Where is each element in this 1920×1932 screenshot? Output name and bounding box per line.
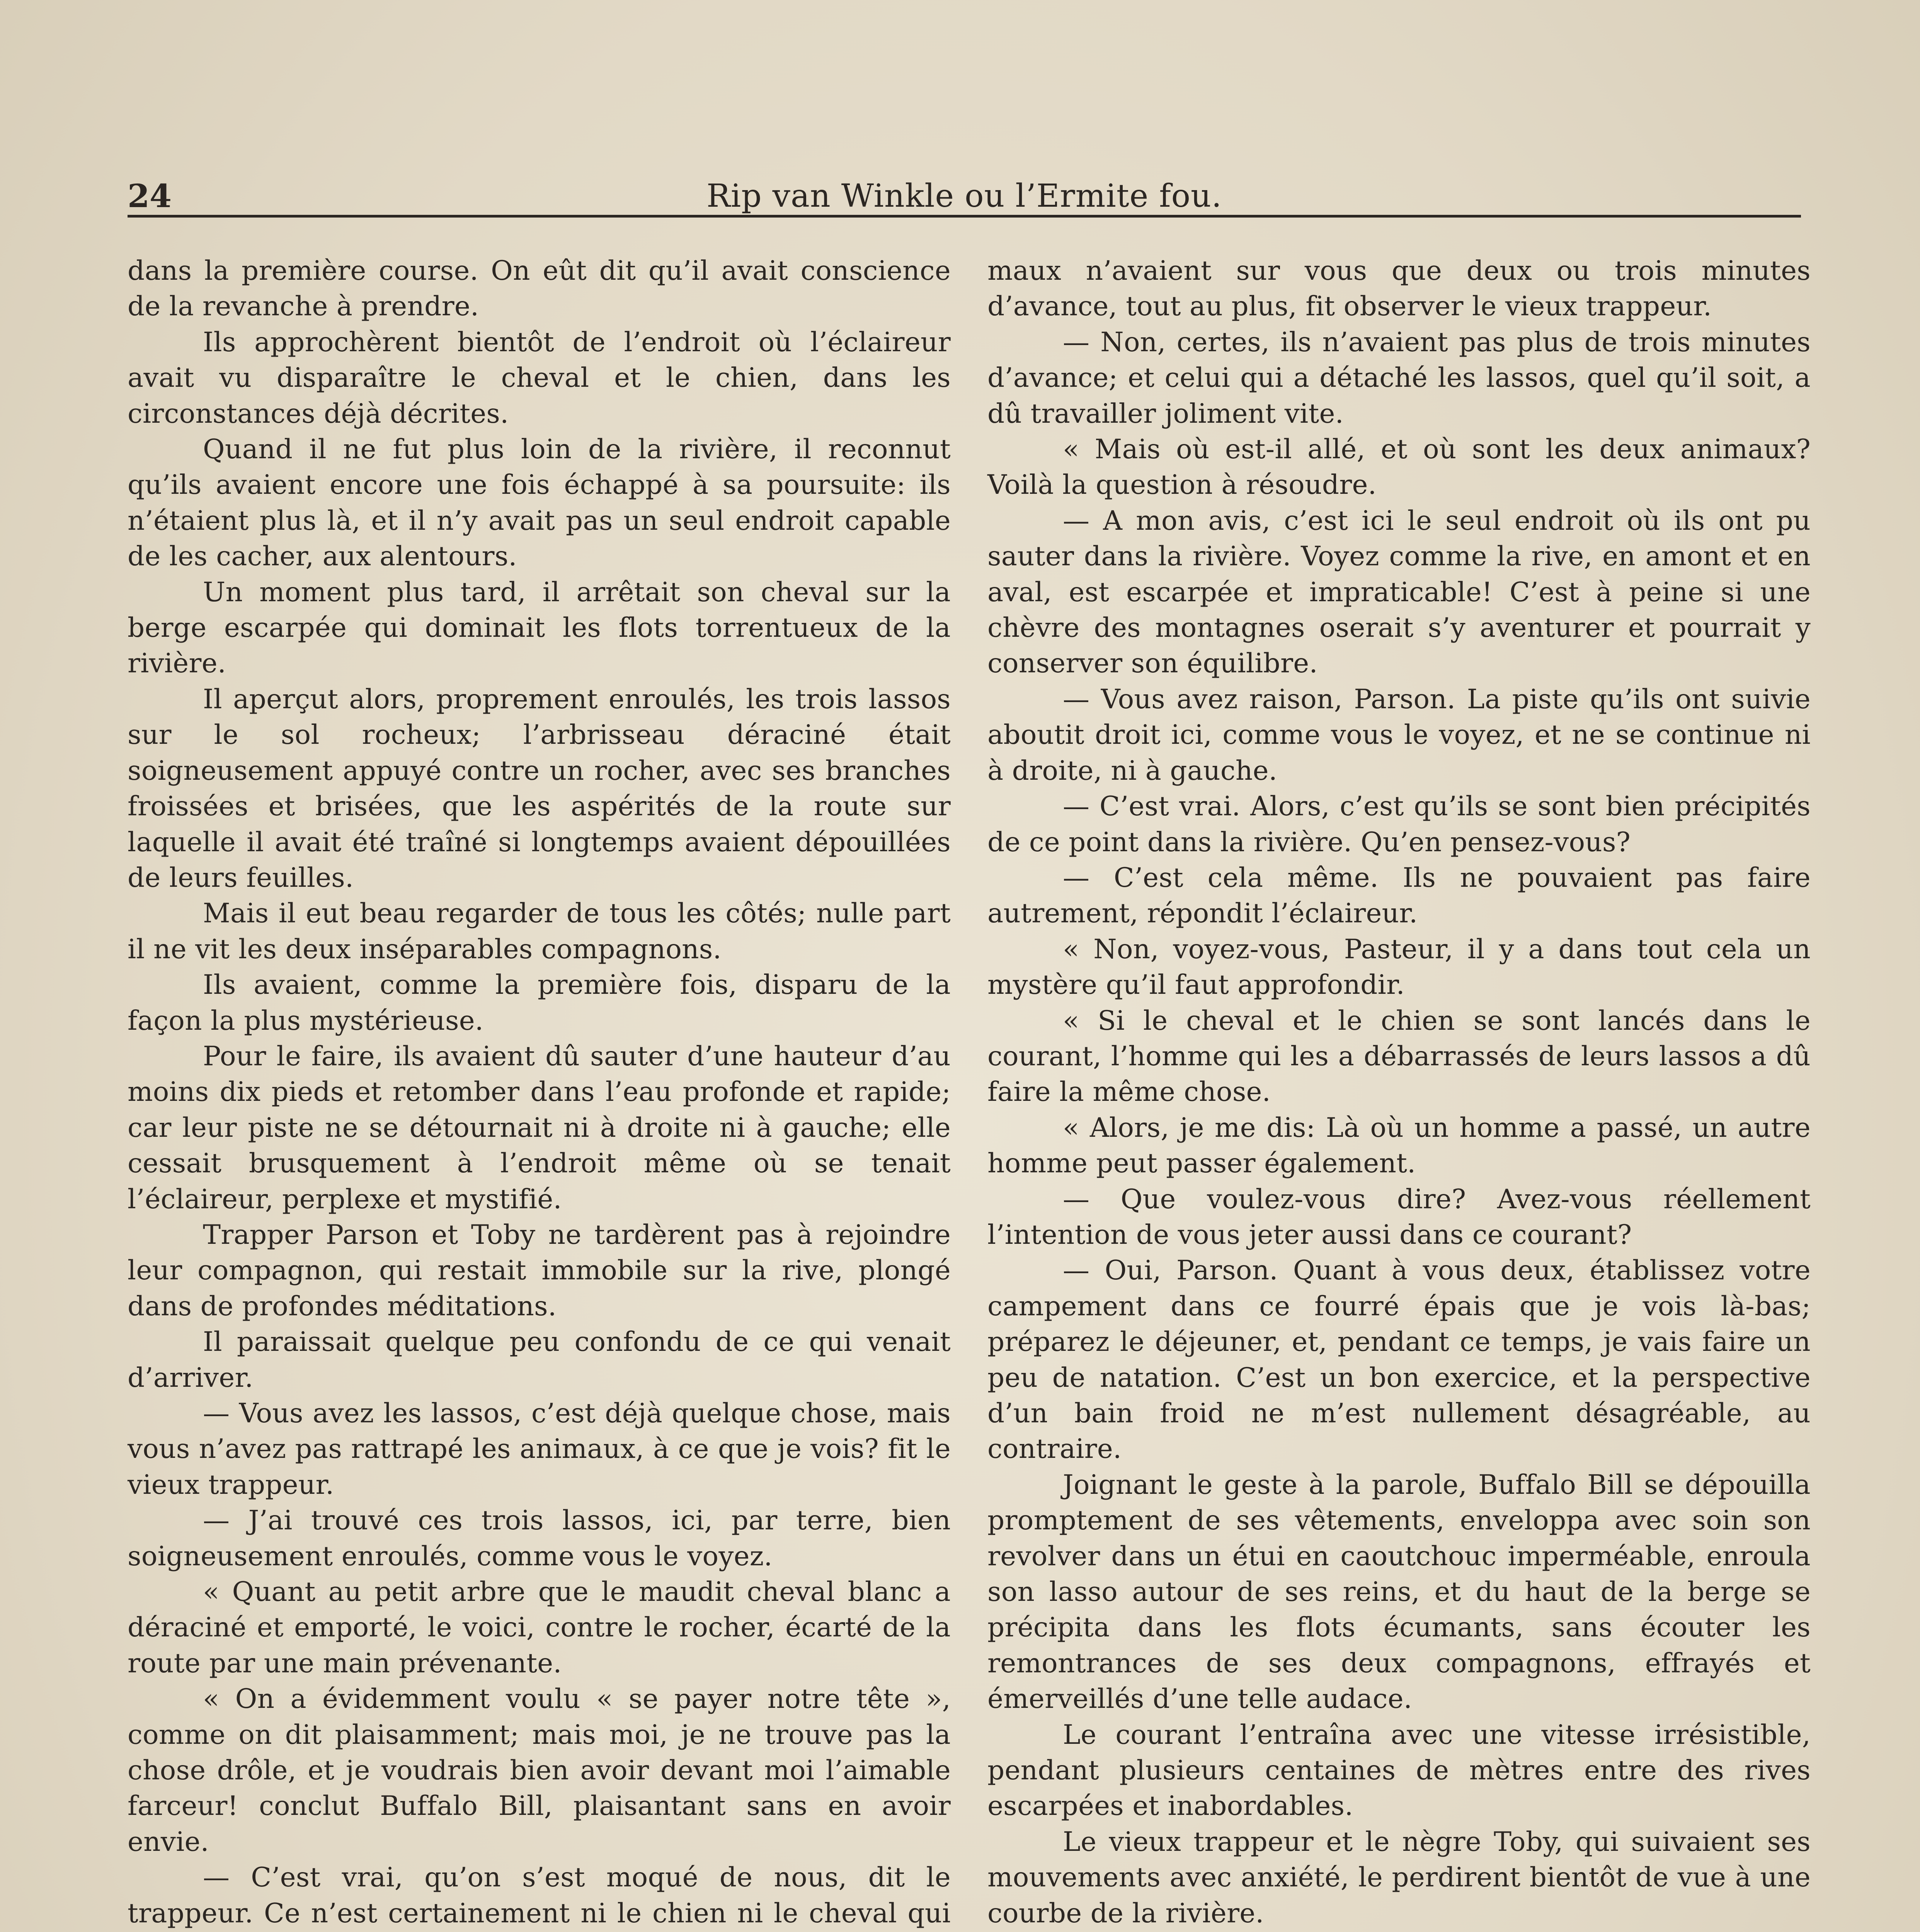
paragraph: Il paraissait quelque peu confondu de ce qui venait d’arriver. — [128, 1327, 951, 1393]
paragraph: — C’est vrai, qu’on s’est moqué de nous, dit le trappeur. Ce n’est certainement ni le chien ni le cheval qui — [128, 1862, 951, 1929]
right-column — [987, 253, 1811, 1932]
paragraph: « Alors, je me dis: Là où un homme a passé, un autre homme peut passer également. — [987, 1112, 1811, 1179]
paragraph: Pour le faire, ils avaient dû sauter d’une hauteur d’au moins dix pieds et retomber dans l’eau profonde et rapide; car leur piste ne se détournait ni à droite ni à gauche; elle cessait brusquement à l’endroit même où se tenait l’éclaireur, perplexe et mystifié. — [128, 1041, 951, 1215]
paragraph: Le courant l’entraîna avec une vitesse irrésistible, pendant plusieurs centaines de mètres entre des rives escarpées et inabordables. — [987, 1719, 1811, 1822]
paragraph: Mais il eut beau regarder de tous les côtés; nulle part il ne vit les deux inséparables compagnons. — [128, 898, 951, 965]
paragraph: Joignant le geste à la parole, Buffalo Bill se dépouilla promptement de ses vêtements, enveloppa avec soin son revolver dans un étui en caoutchouc imperméable, enroula son lasso autour de ses reins, et du haut de la berge se précipita dans les flots écumants, sans écouter les remontrances de ses deux compagnons, effrayés et émerveillés d’une telle audace. — [987, 1469, 1811, 1715]
paragraph: — Non, certes, ils n’avaient pas plus de trois minutes d’avance; et celui qui a détaché les lassos, quel qu’il soit, a dû travailler joliment vite. — [987, 327, 1811, 429]
paragraph: Le vieux trappeur et le nègre Toby, qui suivaient ses mouvements avec anxiété, le perdirent bientôt de vue à une courbe de la rivière. — [987, 1826, 1811, 1929]
paragraph: — Que voulez-vous dire? Avez-vous réellement l’intention de vous jeter aussi dans ce courant? — [987, 1184, 1811, 1250]
running-title: Rip van Winkle ou l’Ermite fou. — [706, 178, 1222, 214]
paragraph: « Non, voyez-vous, Pasteur, il y a dans tout cela un mystère qu’il faut approfondir. — [987, 934, 1811, 1001]
paragraph: « On a évidemment voulu « se payer notre tête », comme on dit plaisamment; mais moi, je ne trouve pas la chose drôle, et je voudrais bien avoir devant moi l’aimable farceur! conclut Buffalo Bill, plaisantant sans en avoir envie. — [128, 1684, 951, 1857]
left-column — [128, 253, 951, 1932]
paragraph: « Mais où est-il allé, et où sont les deux animaux? Voilà la question à résoudre. — [987, 434, 1811, 501]
paragraph: — Vous avez raison, Parson. La piste qu’ils ont suivie aboutit droit ici, comme vous le voyez, et ne se continue ni à droite, ni à gauche. — [987, 684, 1811, 786]
paragraph: Il aperçut alors, proprement enroulés, les trois lassos sur le sol rocheux; l’arbrisseau déraciné était soigneusement appuyé contre un rocher, avec ses branches froissées et brisées, que les aspérités de la route sur laquelle il avait été traîné si longtemps avaient dépouillées de leurs feuilles. — [128, 684, 951, 893]
paragraph: « Si le cheval et le chien se sont lancés dans le courant, l’homme qui les a débarrassés de leurs lassos a dû faire la même chose. — [987, 1005, 1811, 1108]
paragraph: — J’ai trouvé ces trois lassos, ici, par terre, bien soigneusement enroulés, comme vous le voyez. — [128, 1505, 951, 1572]
paragraph: dans la première course. On eût dit qu’il avait conscience de la revanche à prendre. — [128, 255, 951, 322]
page-header — [128, 170, 1801, 220]
paragraph: — C’est vrai. Alors, c’est qu’ils se sont bien précipités de ce point dans la rivière. Qu’en pensez-vous? — [987, 791, 1811, 858]
page-number: 24 — [128, 178, 172, 215]
paragraph: — Vous avez les lassos, c’est déjà quelque chose, mais vous n’avez pas rattrapé les animaux, à ce que je vois? fit le vieux trappeur. — [128, 1398, 951, 1500]
paragraph: — A mon avis, c’est ici le seul endroit où ils ont pu sauter dans la rivière. Voyez comme la rive, en amont et en aval, est escarpée et impraticable! C’est à peine si une chèvre des montagnes oserait s’y aventurer et pourrait y conserver son équilibre. — [987, 505, 1811, 679]
paragraph: — Oui, Parson. Quant à vous deux, établissez votre campement dans ce fourré épais que je vois là-bas; préparez le déjeuner, et, pendant ce temps, je vais faire un peu de natation. C’est un bon exercice, et la perspective d’un bain froid ne m’est nullement désagréable, au contraire. — [987, 1255, 1811, 1465]
paragraph: — C’est cela même. Ils ne pouvaient pas faire autrement, répondit l’éclaireur. — [987, 862, 1811, 929]
paragraph: Quand il ne fut plus loin de la rivière, il reconnut qu’ils avaient encore une fois échappé à sa poursuite: ils n’étaient plus là, et il n’y avait pas un seul endroit capable de les cacher, aux alentours. — [128, 434, 951, 572]
paragraph: Ils avaient, comme la première fois, disparu de la façon la plus mystérieuse. — [128, 969, 951, 1036]
paragraph: Trapper Parson et Toby ne tardèrent pas à rejoindre leur compagnon, qui restait immobile sur la rive, plongé dans de profondes méditations. — [128, 1219, 951, 1322]
paragraph: Un moment plus tard, il arrêtait son cheval sur la berge escarpée qui dominait les flots torrentueux de la rivière. — [128, 577, 951, 679]
header-rule — [128, 215, 1801, 218]
paragraph: Ils approchèrent bientôt de l’endroit où l’éclaireur avait vu disparaître le cheval et le chien, dans les circonstances déjà décrites. — [128, 327, 951, 429]
paragraph: « Quant au petit arbre que le maudit cheval blanc a déraciné et emporté, le voici, contre le rocher, écarté de la route par une main prévenante. — [128, 1577, 951, 1679]
paragraph: maux n’avaient sur vous que deux ou trois minutes d’avance, tout au plus, fit observer le vieux trappeur. — [987, 255, 1811, 322]
